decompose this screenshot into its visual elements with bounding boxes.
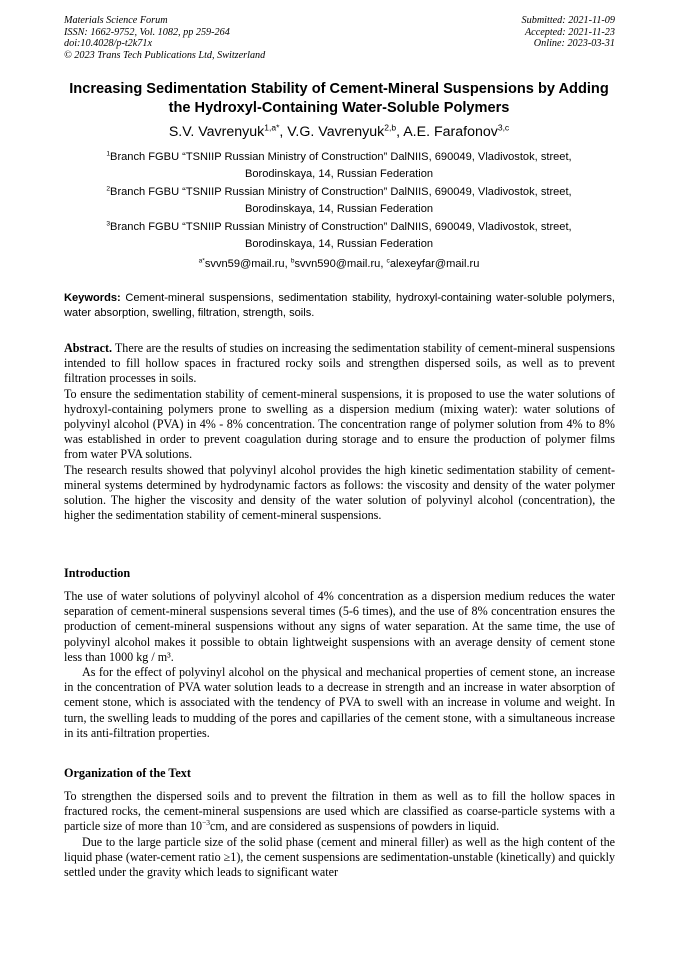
journal-doi: doi:10.4028/p-t2k71x <box>64 38 152 50</box>
submission-dates <box>375 15 615 50</box>
introduction-body <box>64 589 615 741</box>
organization-body <box>64 789 615 880</box>
introduction-paragraph: The use of water solutions of polyvinyl alcohol of 4% concentration as a dispersion medium reduces the water separation of cement-mineral suspensions several times (5-6 times), and the use of 8% concentration ensures the production of cement-mineral suspensions without any signs of water separation. At the same time, the use of polyvinyl alcohol makes it possible to obtain lightweight suspensions with an average density of cement stone less than 1000 kg / m³. <box>64 589 615 664</box>
journal-copyright: © 2023 Trans Tech Publications Ltd, Switzerland <box>64 49 266 61</box>
affiliation-text: Branch FGBU “TSNIIP Russian Ministry of Construction” DalNIIS, 690049, Vladivostok, street, Borodinskaya, 14, Russian Federation <box>110 151 572 180</box>
affiliation-1 <box>70 149 608 182</box>
author-affiliation-mark: 3,c <box>497 122 510 133</box>
keywords-label: Keywords: <box>64 292 121 304</box>
introduction-heading: Introduction <box>64 566 131 580</box>
affiliation-mark: 1 <box>106 150 111 158</box>
email-address: svvn590@mail.ru, <box>294 258 387 270</box>
accepted-date: Accepted: 2021-11-23 <box>524 26 615 38</box>
organization-text: cm, and are considered as suspensions of powders in liquid. <box>210 819 500 834</box>
author-affiliation-mark: 2,b <box>384 122 397 133</box>
author-name: S.V. Vavrenyuk <box>168 124 265 140</box>
email-mark: a* <box>198 257 205 265</box>
abstract-text: There are the results of studies on increasing the sedimentation stability of cement-mineral suspensions intended to fill hollow spaces in fractured rocky soils and strengthen dispersed soils, as well as to prevent filtration processes in soils. <box>64 341 615 386</box>
paper-title: Increasing Sedimentation Stability of Cement-Mineral Suspensions by Adding the Hydroxyl-Containing Water-Soluble Polymers <box>69 81 609 116</box>
submitted-date: Submitted: 2021-11-09 <box>521 15 615 26</box>
abstract-paragraph <box>64 341 615 387</box>
affiliation-text: Branch FGBU “TSNIIP Russian Ministry of Construction” DalNIIS, 690049, Vladivostok, street, Borodinskaya, 14, Russian Federation <box>110 186 572 215</box>
email-mark: c <box>386 257 390 265</box>
journal-name: Materials Science Forum <box>64 15 168 26</box>
author-separator: , <box>396 124 404 140</box>
author-emails <box>60 256 618 272</box>
online-date: Online: 2023-03-31 <box>533 38 615 50</box>
organization-paragraph: Due to the large particle size of the solid phase (cement and mineral filler) as well as the high content of the liquid phase (water-cement ratio ≥1), the cement suspensions are sedimentation-unstable (kinetically) and quickly settled under the gravity which leads to significant water <box>64 834 615 880</box>
abstract-label: Abstract. <box>64 341 113 355</box>
email-address: alexeyfar@mail.ru <box>389 258 480 270</box>
keywords-block <box>64 291 615 321</box>
abstract-paragraph: The research results showed that polyvinyl alcohol provides the high kinetic sedimentation stability of cement-mineral systems determined by hydrodynamic factors as follows: the viscosity and density of the water polymer solution. The higher the viscosity and density of the water solution of polyvinyl alcohol (concentration), the higher the sedimentation stability of cement-mineral suspensions. <box>64 462 615 523</box>
organization-paragraph <box>64 789 615 835</box>
journal-issn: ISSN: 1662-9752, Vol. 1082, pp 259-264 <box>64 26 230 38</box>
author-name: V.G. Vavrenyuk <box>287 124 385 140</box>
affiliation-mark: 3 <box>106 220 111 228</box>
introduction-paragraph: As for the effect of polyvinyl alcohol on the physical and mechanical properties of cement stone, an increase in the concentration of PVA water solution leads to a decrease in strength and an increase in water absorption of cement stone, which is associated with the tendency of PVA to swell with an increase in volume and weight. In turn, the swelling leads to mudding of the pores and capillaries of the cement stone, with a simultaneous increase in its anti-filtration properties. <box>64 665 615 740</box>
affiliation-2 <box>70 184 608 217</box>
author-list <box>60 122 618 142</box>
email-address: svvn59@mail.ru, <box>204 258 291 270</box>
author-name: A.E. Farafonov <box>403 124 498 140</box>
abstract-block <box>64 341 615 523</box>
affiliation-mark: 2 <box>106 185 111 193</box>
email-mark: b <box>290 257 295 265</box>
affiliation-text: Branch FGBU “TSNIIP Russian Ministry of Construction” DalNIIS, 690049, Vladivostok, street, Borodinskaya, 14, Russian Federation <box>110 221 572 250</box>
journal-info <box>64 15 394 61</box>
affiliation-3 <box>70 219 608 252</box>
organization-heading: Organization of the Text <box>64 766 191 780</box>
keywords-text: Cement-mineral suspensions, sedimentation stability, hydroxyl-containing water-soluble polymers, water absorption, swelling, filtration, strength, soils. <box>64 292 615 319</box>
author-affiliation-mark: 1,a* <box>264 122 280 133</box>
abstract-paragraph: To ensure the sedimentation stability of cement-mineral suspensions, it is proposed to use the water solutions of hydroxyl-containing polymers prone to swelling as a dispersion medium (mixing water): water solutions of polyvinyl alcohol (PVA) in 4% - 8% concentration. The concentration range of polymer solution from 4% to 8% was established in order to prevent coagulation during storage and to ensure the production of polymer films from water PVA solutions. <box>64 386 615 462</box>
exponent: −3 <box>202 818 210 828</box>
organization-text: To strengthen the dispersed soils and to prevent the filtration in them as well as to fill the hollow spaces in fractured rocks, the cement-mineral suspensions are used which are classified as coarse-particle systems with a particle size of more than 10 <box>64 789 615 834</box>
author-separator: , <box>279 124 288 140</box>
